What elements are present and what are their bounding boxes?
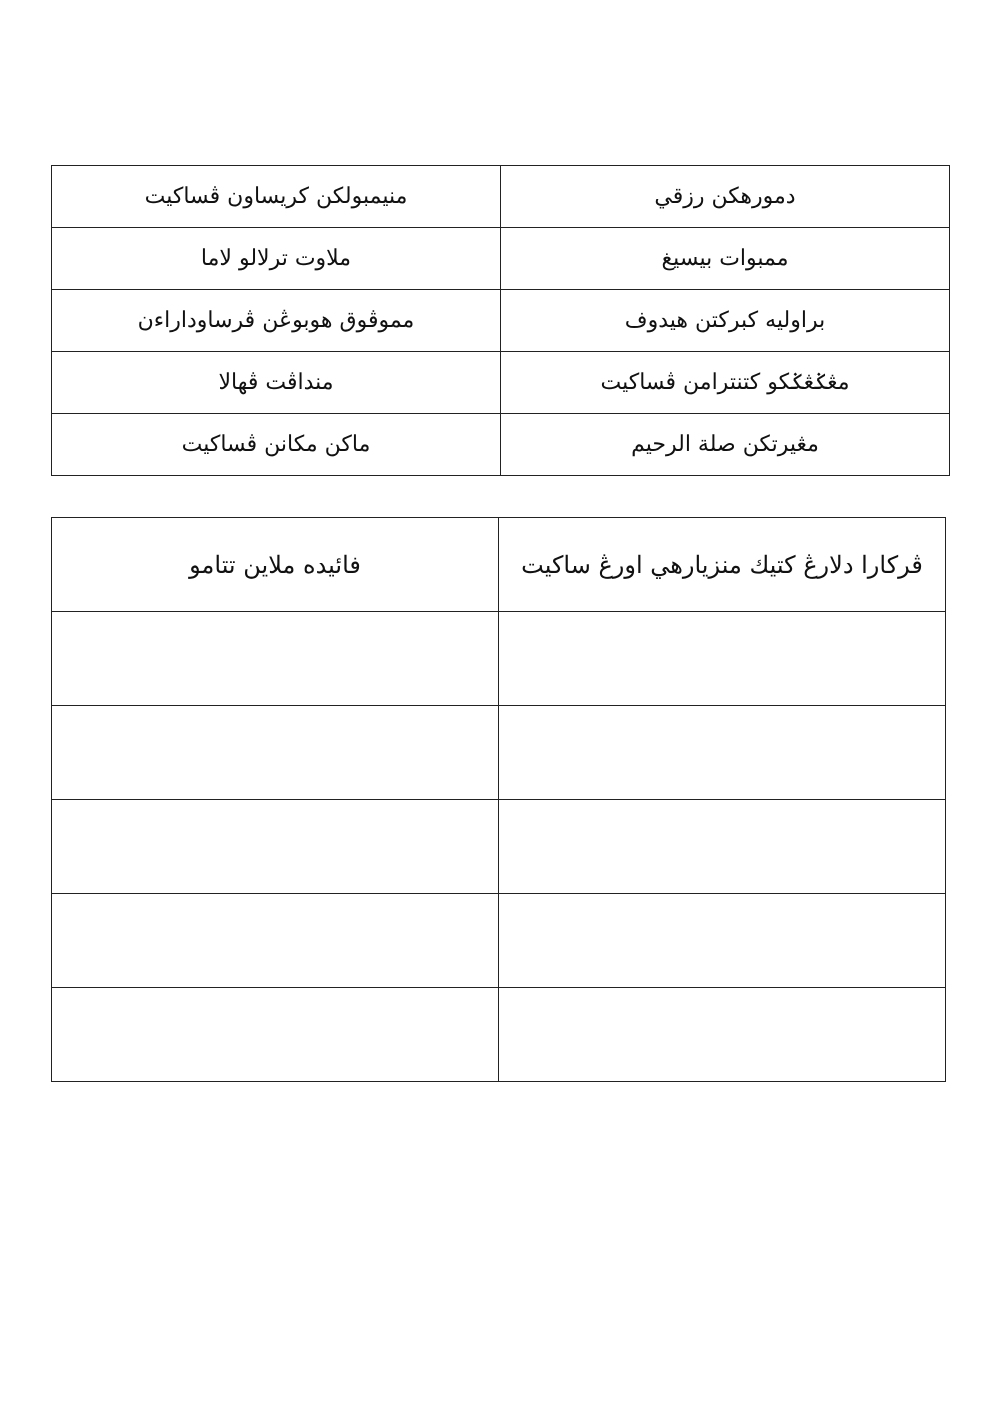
header-prohibitions: ڤركارا دلارڠ كتيك منزيارهي اورڠ ساكيت [499, 518, 946, 612]
cell-left: مموڤوق هوبوڠن ڤرساوداراءن [52, 290, 501, 352]
header-benefits: فائيده ملاين تتامو [52, 518, 499, 612]
answer-cell-left[interactable] [52, 612, 499, 706]
cell-right: مڠݢڠݢكو كتنترامن ڤساكيت [501, 352, 950, 414]
answer-table-header [52, 518, 946, 612]
cell-right: براوليه كبركتن هيدوف [501, 290, 950, 352]
answer-row [52, 612, 946, 706]
table-row [52, 352, 950, 414]
answer-cell-right[interactable] [499, 988, 946, 1082]
cell-right: دمورهكن رزقي [501, 166, 950, 228]
cell-left: ملاوت ترلالو لاما [52, 228, 501, 290]
answer-row [52, 706, 946, 800]
answer-cell-right[interactable] [499, 800, 946, 894]
table-row [52, 166, 950, 228]
matching-table [51, 165, 950, 476]
table-row [52, 414, 950, 476]
answer-cell-left[interactable] [52, 800, 499, 894]
answer-row [52, 988, 946, 1082]
table-row [52, 228, 950, 290]
answer-cell-right[interactable] [499, 612, 946, 706]
answer-row [52, 800, 946, 894]
answer-cell-left[interactable] [52, 894, 499, 988]
cell-right: مڠيرتكن صلة الرحيم [501, 414, 950, 476]
answer-cell-right[interactable] [499, 894, 946, 988]
table-row [52, 290, 950, 352]
answer-row [52, 894, 946, 988]
answer-table [51, 517, 946, 1082]
cell-left: ماكن مكانن ڤساكيت [52, 414, 501, 476]
cell-right: ممبوات بيسيغ [501, 228, 950, 290]
answer-cell-left[interactable] [52, 988, 499, 1082]
answer-cell-left[interactable] [52, 706, 499, 800]
cell-left: منداڤت ڤهالا [52, 352, 501, 414]
cell-left: منيمبولكن كريساون ڤساكيت [52, 166, 501, 228]
answer-cell-right[interactable] [499, 706, 946, 800]
